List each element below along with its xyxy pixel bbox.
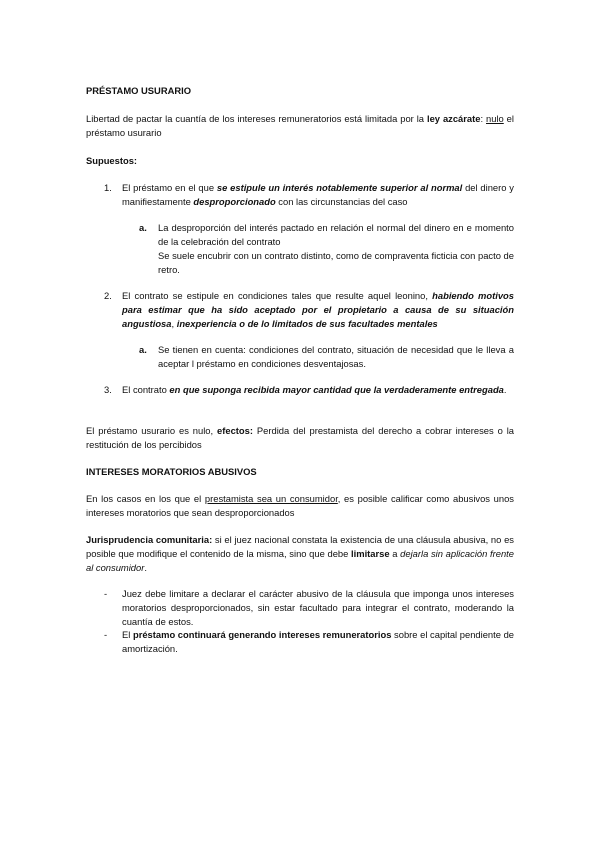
sub-item-mark: a. — [139, 344, 147, 355]
list-item-3 — [104, 383, 514, 397]
dash-mark: - — [104, 588, 108, 599]
dash-mark: - — [104, 629, 108, 640]
sub-item-2a — [139, 343, 514, 371]
sub-item-text-2: Se suele encubrir con un contrato distinto, como de compraventa ficticia con pacto de retro. — [158, 250, 514, 275]
list-item-1 — [104, 181, 514, 209]
section-title-prestamo-usurario: PRÉSTAMO USURARIO — [86, 85, 192, 96]
list-number: 3. — [104, 384, 112, 395]
list-item-2 — [104, 289, 514, 331]
dash-item-2 — [104, 628, 514, 656]
dash-item-1 — [104, 587, 514, 629]
section-title-intereses-moratorios: INTERESES MORATORIOS ABUSIVOS — [86, 466, 257, 477]
dash-item-text: Juez debe limitare a declarar el carácter abusivo de la cláusula que imponga unos intereses moratorios desproporcionados, sin estar facultado para integrar el contrato, moderando la cuantía de estos. — [122, 588, 514, 627]
sub-item-text: Se tienen en cuenta: condiciones del contrato, situación de necesidad que le lleva a aceptar l préstamo en condiciones desventajosas. — [158, 344, 514, 369]
list-number: 1. — [104, 182, 112, 193]
list-item-text: El contrato en que suponga recibida mayor cantidad que la verdaderamente entregada. — [122, 384, 507, 395]
supuestos-heading: Supuestos: — [86, 155, 138, 166]
list-item-text: El préstamo en el que se estipule un interés notablemente superior al normal del dinero y manifiestamente desproporcionado con las circunstancias del caso — [122, 182, 514, 207]
dash-item-text: El préstamo continuará generando intereses remuneratorios sobre el capital pendiente de amortización. — [122, 629, 514, 654]
jurisprudencia-paragraph: Jurisprudencia comunitaria: si el juez nacional constata la existencia de una cláusula abusiva, no es posible que modifique el contenido de la misma, sino que debe limitarse a dejarla sin aplicación frente al consumidor. — [86, 534, 514, 573]
sub-item-1a — [139, 221, 514, 277]
list-number: 2. — [104, 290, 112, 301]
list-item-text: El contrato se estipule en condiciones tales que resulte aquel leonino, habiendo motivos para estimar que ha sido aceptado por el propietario a causa de su situación angustiosa, inexperiencia o de lo limitados de sus facultades mentales — [122, 290, 514, 329]
sub-item-mark: a. — [139, 222, 147, 233]
consumidor-paragraph: En los casos en los que el prestamista sea un consumidor, es posible calificar como abusivos unos intereses moratorios que sean desproporcionados — [86, 493, 514, 518]
nulidad-paragraph: El préstamo usurario es nulo, efectos: Perdida del prestamista del derecho a cobrar intereses o la restitución de los percibidos — [86, 425, 514, 450]
sub-item-text: La desproporción del interés pactado en relación el normal del dinero en e momento de la celebración del contrato — [158, 222, 514, 247]
intro-paragraph: Libertad de pactar la cuantía de los intereses remuneratorios está limitada por la ley azcárate: nulo el préstamo usurario — [86, 113, 514, 138]
